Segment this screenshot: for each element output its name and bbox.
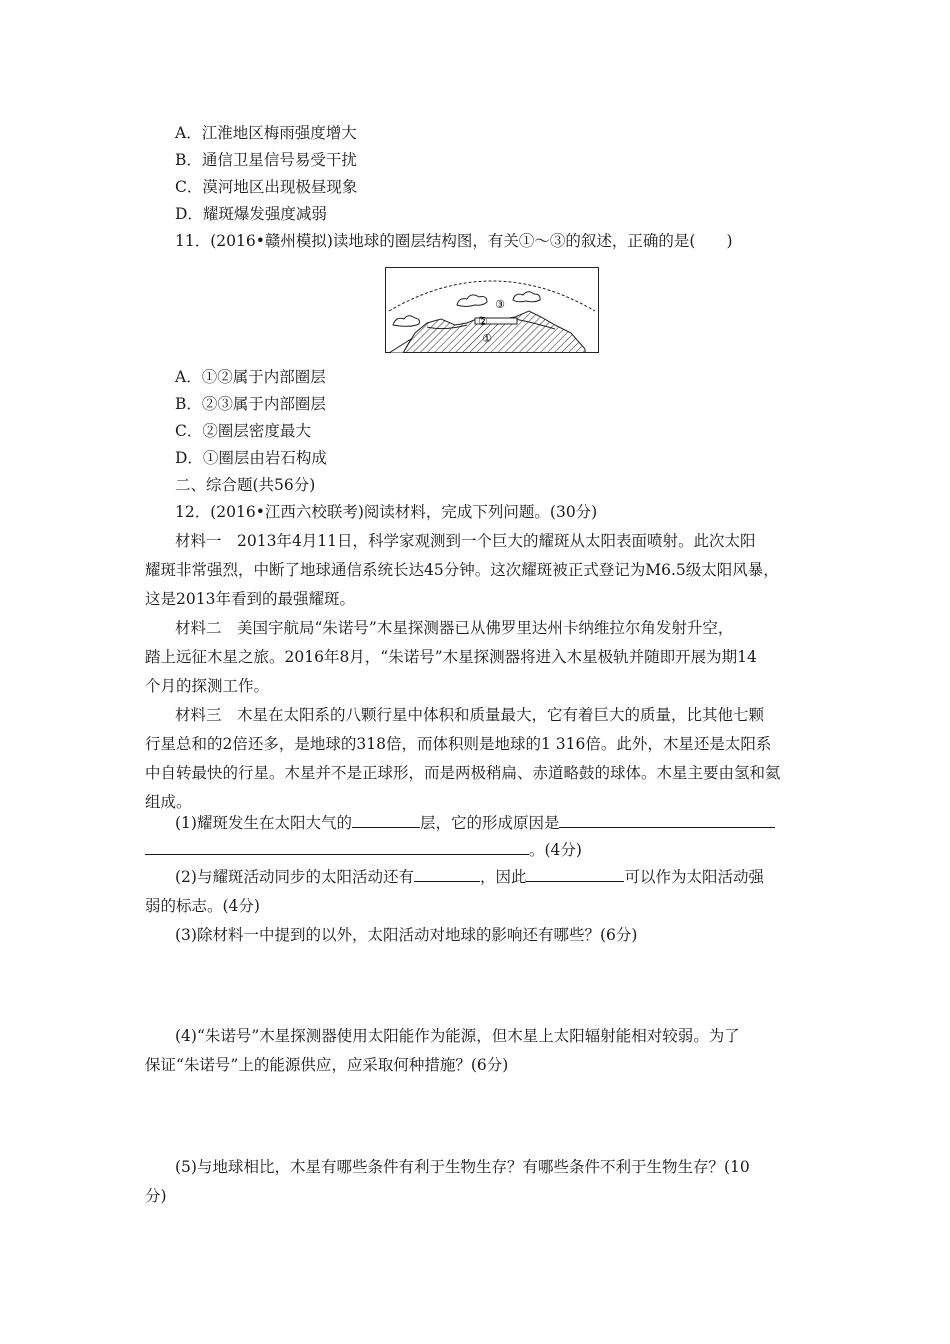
sub4-line2: 保证“朱诺号”上的能源供应，应采取何种措施？(6分): [145, 1056, 509, 1074]
answer-blank[interactable]: [414, 867, 480, 882]
label-2: ②: [478, 315, 488, 328]
q10-option-c: C．漠河地区出现极昼现象: [175, 178, 358, 196]
sub2-line2: 弱的标志。(4分): [145, 897, 260, 915]
answer-blank[interactable]: [559, 813, 775, 828]
material1-line1: 材料一 2013年4月11日，科学家观测到一个巨大的耀斑从太阳表面喷射。此次太阳: [175, 532, 756, 550]
sub1-text-a: (1)耀斑发生在太阳大气的: [175, 814, 352, 832]
answer-blank[interactable]: [352, 813, 420, 828]
sub3: (3)除材料一中提到的以外，太阳活动对地球的影响还有哪些？(6分): [175, 926, 638, 944]
sub2-line1: [175, 867, 764, 887]
q12-stem: 12．(2016•江西六校联考)阅读材料，完成下列问题。(30分): [175, 503, 598, 521]
label-3: ③: [495, 298, 505, 311]
sub2-text-a: (2)与耀斑活动同步的太阳活动还有: [175, 868, 414, 886]
material3-line3: 中自转最快的行星。木星并不是正球形，而是两极稍扁、赤道略鼓的球体。木星主要由氢和氦: [145, 764, 781, 782]
q10-option-d: D．耀斑爆发强度减弱: [175, 205, 327, 223]
q11-stem: 11．(2016•赣州模拟)读地球的圈层结构图，有关①～③的叙述，正确的是( ): [175, 232, 733, 250]
sub2-text-c: 可以作为太阳活动强: [624, 868, 764, 886]
sub4-line1: (4)“朱诺号”木星探测器使用太阳能作为能源，但木星上太阳辐射能相对较弱。为了: [175, 1027, 740, 1045]
label-1: ①: [482, 332, 492, 345]
q10-option-b: B．通信卫星信号易受干扰: [175, 151, 357, 169]
material3-line4: 组成。: [145, 793, 192, 811]
answer-blank[interactable]: [145, 840, 529, 855]
q11-option-c: C．②圈层密度最大: [175, 422, 311, 440]
sub1-text-b: 层，它的形成原因是: [419, 814, 560, 832]
sub5-line1: (5)与地球相比，木星有哪些条件有利于生物生存？有哪些条件不利于生物生存？(10: [175, 1158, 750, 1176]
answer-blank[interactable]: [526, 867, 624, 882]
material2-line1: 材料二 美国宇航局“朱诺号”木星探测器已从佛罗里达州卡纳维拉尔角发射升空，: [175, 619, 734, 637]
material1-line2: 耀斑非常强烈，中断了地球通信系统长达45分钟。这次耀斑被正式登记为M6.5级太阳风暴，: [145, 561, 779, 579]
material3-line2: 行星总和的2倍还多，是地球的318倍，而体积则是地球的1 316倍。此外，木星还是太阳系: [145, 735, 772, 753]
material2-line3: 个月的探测工作。: [145, 677, 270, 695]
earth-sphere-diagram: [385, 267, 599, 353]
q10-option-a: A．江淮地区梅雨强度增大: [175, 124, 357, 142]
sub5-line2: 分): [145, 1187, 167, 1205]
material3-line1: 材料三 木星在太阳系的八颗行星中体积和质量最大，它有着巨大的质量，比其他七颗: [175, 706, 765, 724]
sub1-line2: [145, 840, 582, 860]
q11-option-b: B．②③属于内部圈层: [175, 395, 326, 413]
material1-line3: 这是2013年看到的最强耀斑。: [145, 590, 355, 608]
material2-line2: 踏上远征木星之旅。2016年8月，“朱诺号”木星探测器将进入木星极轨并随即开展为期14: [145, 648, 757, 666]
sub1-line1: [175, 813, 775, 833]
sub2-text-b: ，因此: [479, 868, 527, 886]
sub1-text-c: 。(4分): [529, 841, 582, 859]
q11-option-a: A．①②属于内部圈层: [175, 368, 326, 386]
q11-option-d: D．①圈层由岩石构成: [175, 449, 327, 467]
section-title: 二、综合题(共56分): [175, 476, 316, 494]
